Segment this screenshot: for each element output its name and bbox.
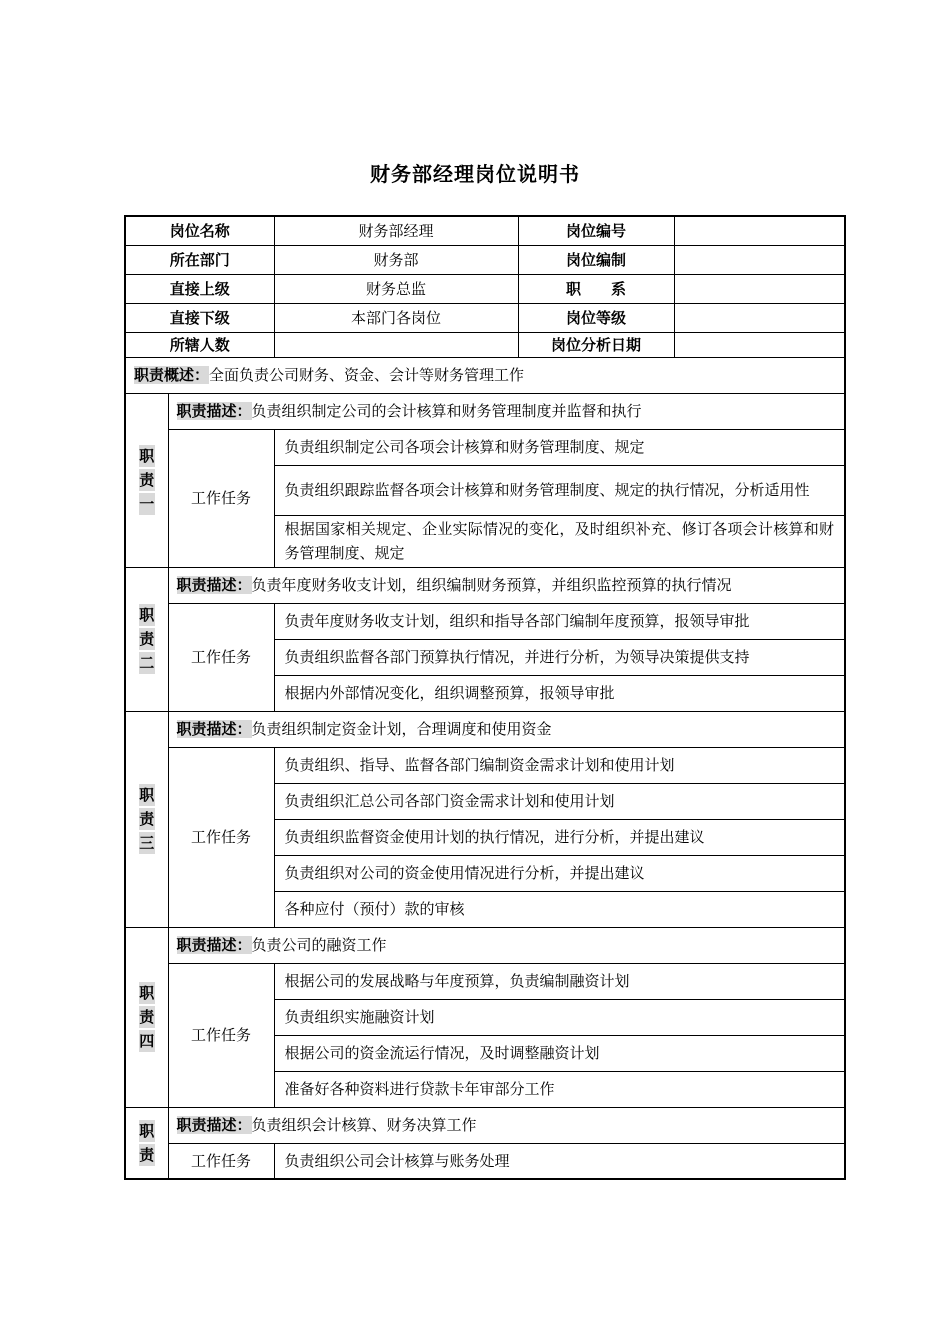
task-item: 负责组织实施融资计划	[274, 999, 845, 1035]
duty-desc-text: 负责组织会计核算、财务决算工作	[251, 1116, 477, 1134]
summary-row	[125, 357, 845, 393]
info-row-department	[125, 245, 845, 274]
task-item: 根据公司的资金流运行情况，及时调整融资计划	[274, 1035, 845, 1071]
duty-desc-row	[125, 711, 845, 747]
task-item: 负责组织跟踪监督各项会计核算和财务管理制度、规定的执行情况，分析适用性	[274, 465, 845, 515]
task-row	[125, 603, 845, 639]
value-position-grade	[674, 303, 845, 332]
info-row-subordinates	[125, 303, 845, 332]
duty-desc-row	[125, 567, 845, 603]
duty-name	[125, 1107, 168, 1179]
task-label: 工作任务	[168, 603, 274, 711]
job-description-table	[124, 215, 846, 1180]
duty-name-char: 职	[139, 447, 155, 465]
duty-desc-label: 职责描述：	[176, 402, 252, 420]
label-job-family: 职 系	[518, 274, 674, 303]
task-row	[125, 1143, 845, 1179]
value-position-code	[674, 216, 845, 245]
duty-name-char: 责	[139, 1145, 155, 1164]
duty-description	[168, 567, 845, 603]
duty-description	[168, 393, 845, 429]
task-label: 工作任务	[168, 747, 274, 927]
value-direct-superior: 财务总监	[274, 274, 518, 303]
value-job-family	[674, 274, 845, 303]
task-item: 负责组织监督各部门预算执行情况，并进行分析，为领导决策提供支持	[274, 639, 845, 675]
label-position-name: 岗位名称	[125, 216, 274, 245]
duty-name-char: 职	[139, 984, 155, 1002]
value-direct-subordinates: 本部门各岗位	[274, 303, 518, 332]
duty-description	[168, 927, 845, 963]
task-row	[125, 963, 845, 999]
task-label: 工作任务	[168, 963, 274, 1107]
label-headcount-plan: 岗位编制	[518, 245, 674, 274]
value-staff-count	[274, 332, 518, 357]
duty-summary	[125, 357, 845, 393]
duty-name-char: 职	[139, 606, 155, 624]
label-position-code: 岗位编号	[518, 216, 674, 245]
label-analysis-date: 岗位分析日期	[518, 332, 674, 357]
duty-name-char: 责	[139, 1008, 155, 1026]
duty-name-char: 职	[139, 1121, 155, 1140]
info-row-superior	[125, 274, 845, 303]
value-position-name: 财务部经理	[274, 216, 518, 245]
value-department: 财务部	[274, 245, 518, 274]
duty-desc-text: 负责组织制定公司的会计核算和财务管理制度并监督和执行	[251, 402, 642, 420]
task-item: 负责组织制定公司各项会计核算和财务管理制度、规定	[274, 429, 845, 465]
task-label: 工作任务	[168, 429, 274, 567]
duty-name-char: 四	[139, 1032, 155, 1050]
info-row-staff-count	[125, 332, 845, 357]
task-row	[125, 429, 845, 465]
duty-name-char: 一	[139, 495, 155, 513]
duty-desc-label: 职责描述：	[176, 576, 252, 594]
duty-name-char: 责	[139, 630, 155, 648]
duty-desc-label: 职责描述：	[176, 936, 252, 954]
duty-desc-text: 负责公司的融资工作	[251, 936, 387, 954]
duty-desc-text: 负责组织制定资金计划，合理调度和使用资金	[251, 720, 552, 738]
task-item: 负责组织对公司的资金使用情况进行分析，并提出建议	[274, 855, 845, 891]
page-title: 财务部经理岗位说明书	[370, 162, 580, 186]
task-item: 负责年度财务收支计划，组织和指导各部门编制年度预算，报领导审批	[274, 603, 845, 639]
task-label: 工作任务	[168, 1143, 274, 1179]
info-row-position-name	[125, 216, 845, 245]
duty-name	[125, 927, 168, 1107]
duty-name-char: 责	[139, 471, 155, 489]
label-staff-count: 所辖人数	[125, 332, 274, 357]
task-item: 根据内外部情况变化，组织调整预算，报领导审批	[274, 675, 845, 711]
duty-desc-row	[125, 393, 845, 429]
duty-name-char: 三	[139, 834, 155, 852]
duty-name-char: 二	[139, 654, 155, 672]
duty-name	[125, 567, 168, 711]
duty-description	[168, 1107, 845, 1143]
label-direct-subordinates: 直接下级	[125, 303, 274, 332]
duty-desc-label: 职责描述：	[176, 720, 252, 738]
task-item: 准备好各种资料进行贷款卡年审部分工作	[274, 1071, 845, 1107]
label-position-grade: 岗位等级	[518, 303, 674, 332]
duty-name	[125, 393, 168, 567]
task-item: 根据公司的发展战略与年度预算，负责编制融资计划	[274, 963, 845, 999]
label-direct-superior: 直接上级	[125, 274, 274, 303]
label-department: 所在部门	[125, 245, 274, 274]
task-item: 负责组织汇总公司各部门资金需求计划和使用计划	[274, 783, 845, 819]
task-item: 负责组织、指导、监督各部门编制资金需求计划和使用计划	[274, 747, 845, 783]
duty-name	[125, 711, 168, 927]
task-item: 各种应付（预付）款的审核	[274, 891, 845, 927]
value-headcount-plan	[674, 245, 845, 274]
duty-desc-text: 负责年度财务收支计划，组织编制财务预算，并组织监控预算的执行情况	[251, 576, 732, 594]
summary-text: 全面负责公司财务、资金、会计等财务管理工作	[209, 366, 525, 384]
duty-desc-row	[125, 927, 845, 963]
task-row	[125, 747, 845, 783]
duty-desc-label: 职责描述：	[176, 1116, 252, 1134]
duty-name-char: 职	[139, 786, 155, 804]
task-item: 负责组织公司会计核算与账务处理	[274, 1143, 845, 1179]
value-analysis-date	[674, 332, 845, 357]
duty-name-char: 责	[139, 810, 155, 828]
duty-desc-row	[125, 1107, 845, 1143]
task-item: 根据国家相关规定、企业实际情况的变化，及时组织补充、修订各项会计核算和财务管理制度、规定	[274, 515, 845, 567]
summary-label: 职责概述：	[134, 366, 210, 384]
duty-description	[168, 711, 845, 747]
task-item: 负责组织监督资金使用计划的执行情况，进行分析，并提出建议	[274, 819, 845, 855]
